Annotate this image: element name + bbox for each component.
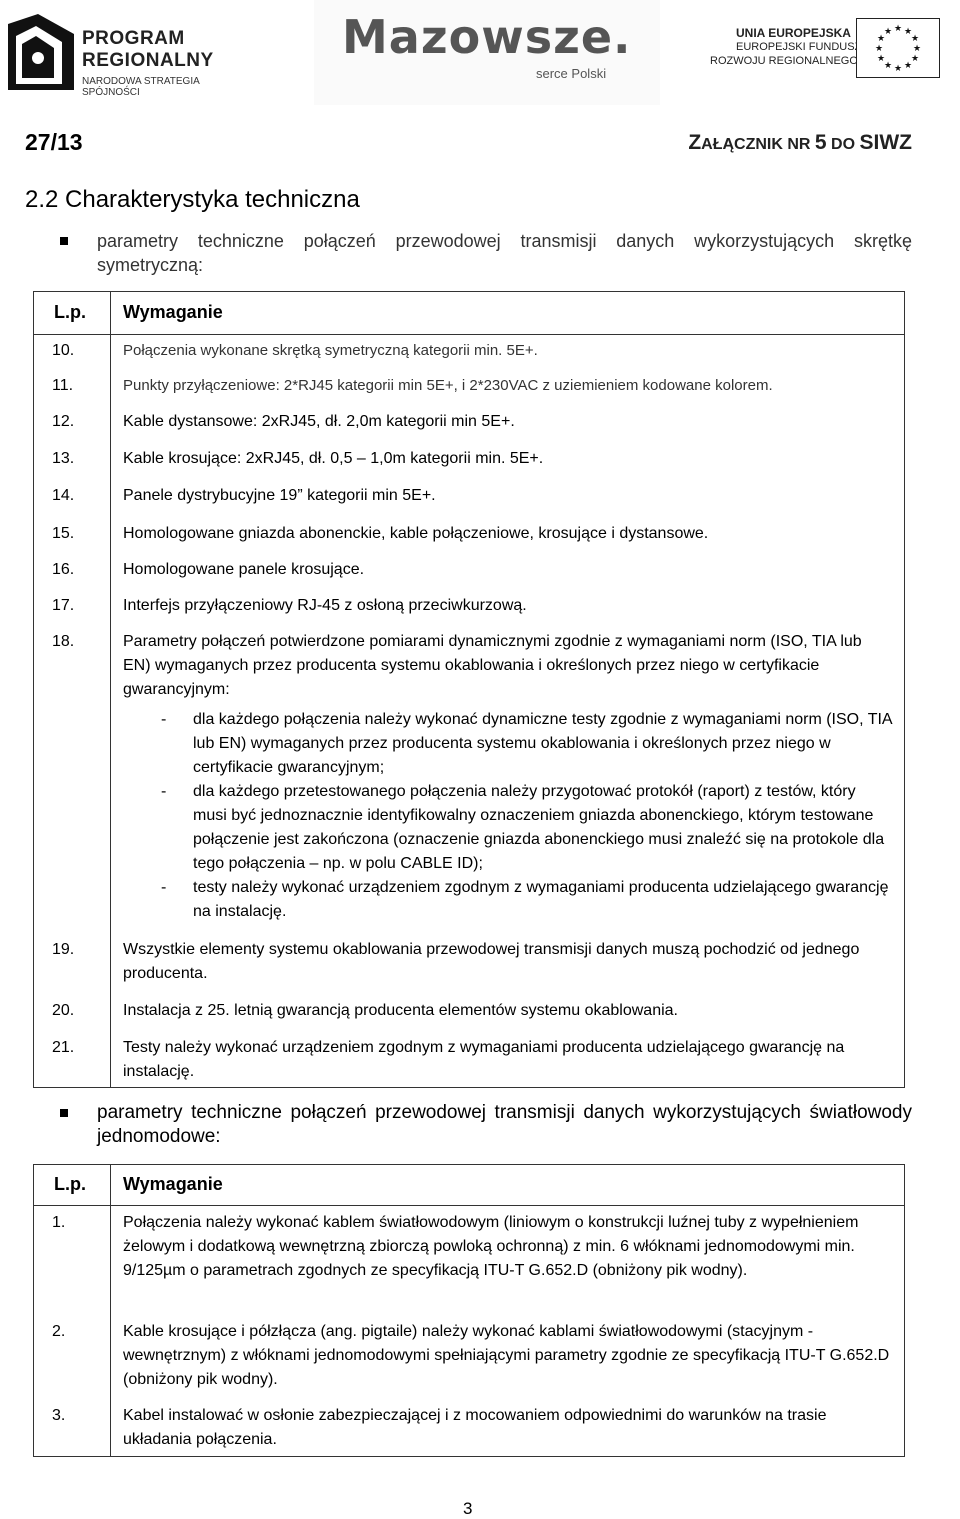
column-header-requirement: Wymaganie: [123, 302, 223, 322]
attachment-heading: [688, 131, 912, 155]
attachment-siwz: SIWZ: [859, 131, 912, 154]
svg-text:★: ★: [874, 43, 884, 53]
row-text: Kabel instalować w osłonie zabezpieczającej i z mocowaniem odpowiednimi do warunków na trasie układania połączenia.: [123, 1407, 827, 1448]
row-text: Połączenia wykonane skrętką symetryczną kategorii min. 5E+.: [123, 342, 538, 359]
square-bullet-icon: [60, 237, 68, 245]
row-number: 17.: [52, 597, 75, 614]
section-title: 2.2 Charakterystyka techniczna: [25, 186, 360, 213]
list-item-text: dla każdego przetestowanego połączenia należy przygotować protokół (raport) z testów, który musi być jednoznacznie identyfikowalny oznaczeniem gniazda abonenckiego, którym testowane połączenie jest zakończona (oznaczenie gniazda abonenckiego musi znaleźć się na protokole dla tego połączenia – np. w polu CABLE ID);: [193, 783, 885, 872]
row-number: 3.: [52, 1407, 66, 1424]
row-text: Kable krosujące i półzłącza (ang. pigtaile) należy wykonać kablami światłowodowymi (stacyjnym - wewnętrznym) z włóknami jednomodowymi spełniającymi parametry zgodnie ze specyfikacją ITU-T G.652.D (obniżony pik wodny).: [123, 1323, 890, 1388]
list-item: [123, 708, 892, 780]
row-number: 12.: [52, 413, 75, 430]
program-logo-line3: NARODOWA STRATEGIA SPÓJNOŚCI: [82, 76, 200, 98]
column-header-lp: L.p.: [54, 302, 86, 322]
svg-text:★: ★: [876, 53, 886, 63]
row-text: Kable krosujące: 2xRJ45, dł. 0,5 – 1,0m kategorii min. 5E+.: [123, 450, 544, 467]
requirements-table-fiber: [33, 1164, 905, 1457]
row-number: 21.: [52, 1039, 75, 1056]
row-number: 2.: [52, 1323, 66, 1340]
row-number: 11.: [52, 377, 74, 394]
row-text: Interfejs przyłączeniowy RJ-45 z osłoną przeciwkurzową.: [123, 597, 527, 614]
row-text: Instalacja z 25. letnią gwarancją producenta elementów systemu okablowania.: [123, 1002, 678, 1019]
row-text: Parametry połączeń potwierdzone pomiarami dynamicznymi zgodnie z wymaganiami norm (ISO, TIA lub EN) wymaganych przez producenta systemu okablowania i określonych przez niego w certyfikacie gwarancyjnym:: [123, 633, 862, 698]
svg-text:★: ★: [893, 63, 903, 73]
svg-text:★: ★: [910, 33, 920, 43]
mazowsze-logo: [314, 0, 660, 105]
row18-sublist: [123, 708, 892, 924]
column-divider: [110, 292, 111, 1087]
svg-text:★: ★: [883, 60, 893, 70]
svg-text:★: ★: [883, 26, 893, 36]
row-number: 20.: [52, 1002, 75, 1019]
dash-bullet: -: [161, 711, 167, 728]
attachment-small2: DO: [826, 136, 860, 153]
row-number: 16.: [52, 561, 75, 578]
row-text: Kable dystansowe: 2xRJ45, dł. 2,0m kategorii min 5E+.: [123, 413, 515, 430]
list-item-text: testy należy wykonać urządzeniem zgodnym z wymaganiami producenta udzielającego gwarancję na instalację.: [193, 879, 889, 920]
svg-text:★: ★: [893, 23, 903, 33]
square-bullet-icon: [60, 1109, 68, 1117]
column-header-requirement: Wymaganie: [123, 1174, 223, 1194]
row-text: Testy należy wykonać urządzeniem zgodnym z wymaganiami producenta udzielającego gwarancję na instalację.: [123, 1039, 845, 1080]
row-text: Wszystkie elementy systemu okablowania przewodowej transmisji danych muszą pochodzić od jednego producenta.: [123, 941, 860, 982]
svg-text:★: ★: [876, 33, 886, 43]
attachment-small1: AŁĄCZNIK NR: [701, 136, 815, 153]
svg-text:★: ★: [903, 60, 913, 70]
row-cell: [123, 630, 892, 924]
row-number: 13.: [52, 450, 75, 467]
eu-logo-line2: EUROPEJSKI FUNDUSZ: [736, 41, 862, 53]
list-item: [123, 876, 892, 924]
bullet-text: parametry techniczne połączeń przewodowej transmisji danych wykorzystujących skrętkę symetryczną:: [97, 231, 912, 275]
svg-text:★: ★: [912, 43, 922, 53]
eu-logo-line1: UNIA EUROPEJSKA: [736, 26, 851, 40]
list-item: [123, 780, 892, 876]
attachment-prefix: Z: [688, 131, 702, 154]
row-number: 14.: [52, 487, 75, 504]
list-item-text: dla każdego połączenia należy wykonać dynamiczne testy zgodnie z wymaganiami norm (ISO, TIA lub EN) wymaganych przez producenta systemu okablowania i określonych przez niego w certyfikacie gwarancyjnym;: [193, 711, 892, 776]
dash-bullet: -: [161, 783, 167, 800]
program-regionalny-logo: [8, 12, 258, 98]
page-number: 3: [463, 1499, 473, 1518]
eu-logo: [700, 18, 940, 82]
attachment-num: 5: [814, 131, 827, 154]
row-text: Punkty przyłączeniowe: 2*RJ45 kategorii min 5E+, i 2*230VAC z uziemieniem kodowane kolorem.: [123, 377, 773, 394]
row-number: 10.: [52, 342, 75, 359]
program-logo-line2: REGIONALNY: [82, 50, 214, 71]
program-logo-line1: PROGRAM: [82, 28, 185, 49]
header-divider: [34, 334, 904, 335]
bullet-text: parametry techniczne połączeń przewodowej transmisji danych wykorzystujących światłowody jednomodowe:: [97, 1102, 912, 1147]
bullet-single-mode-fiber: [60, 1101, 912, 1149]
row-number: 18.: [52, 633, 75, 650]
svg-text:★: ★: [903, 26, 913, 36]
header-divider: [34, 1205, 904, 1206]
svg-text:★: ★: [910, 53, 920, 63]
eu-logo-line3: ROZWOJU REGIONALNEGO: [710, 55, 858, 67]
bullet-twisted-pair: [60, 229, 912, 277]
program-emblem-icon: [8, 14, 74, 90]
row-text: Połączenia należy wykonać kablem światłowodowym (liniowym o konstrukcji luźnej tuby z wypełnieniem żelowym i dodatkową wewnętrzną zbiorczą powloką ochronną) z min. 6 włóknami jednomodowymi min. 9/125µm o parametrach zgodnych ze specyfikacją ITU-T G.652.D (obniżony pik wodny).: [123, 1214, 859, 1279]
row-number: 15.: [52, 525, 75, 542]
mazowsze-tagline: serce Polski: [536, 66, 607, 81]
row-text: Homologowane panele krosujące.: [123, 561, 365, 578]
column-header-lp: L.p.: [54, 1174, 86, 1194]
dash-bullet: -: [161, 879, 167, 896]
eu-flag-icon: [856, 18, 940, 78]
requirements-table-twisted-pair: [33, 291, 905, 1088]
row-text: Homologowane gniazda abonenckie, kable połączeniowe, krosujące i dystansowe.: [123, 525, 709, 542]
document-number: 27/13: [25, 129, 83, 155]
mazowsze-brand: Mazowsze.: [342, 10, 632, 64]
row-number: 1.: [52, 1214, 66, 1231]
column-divider: [110, 1165, 111, 1456]
header-logos: [0, 0, 960, 105]
row-number: 19.: [52, 941, 75, 958]
row-text: Panele dystrybucyjne 19” kategorii min 5E+.: [123, 487, 436, 504]
